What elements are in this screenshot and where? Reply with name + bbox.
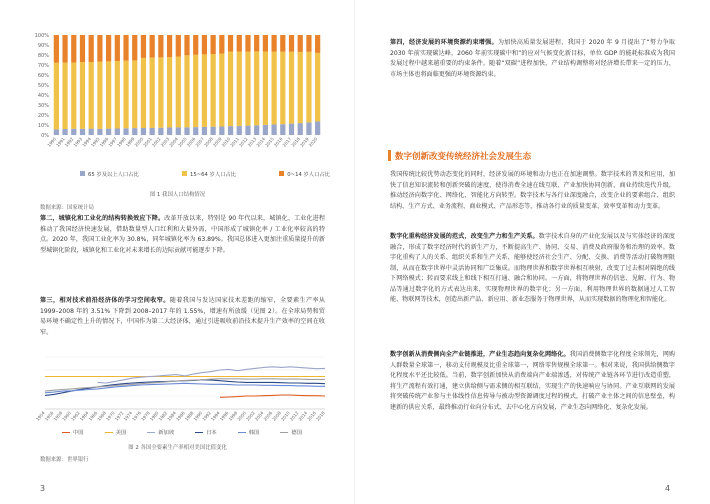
chart1-bar-segment [106,35,111,61]
chart1-bar-segment [62,129,67,135]
chart2-x-tick: 1984 [166,410,178,422]
chart1-legend [80,170,330,178]
chart1-x-tick: 1991 [55,136,66,148]
chart1-bar-segment [315,53,320,122]
chart1-x-tick: 2007 [194,136,206,148]
chart1-bar-segment [97,129,102,135]
chart1-bar-segment [123,61,128,129]
chart1-bar-segment [150,58,155,128]
chart1-bar-segment [193,127,198,135]
chart2-x-tick: 1972 [113,410,125,422]
chart1-bar-segment [245,35,250,52]
chart2-x-tick: 2014 [297,410,309,422]
chart1-bar-segment [89,35,94,62]
chart1-x-tick: 1997 [107,136,119,148]
tfp-ratio-chart [35,355,335,433]
section-heading: 数字创新改变传统经济社会发展生态 [395,152,532,162]
chart1-bar-segment [176,127,181,135]
chart1-x-tick: 2017 [281,136,293,148]
legend-item-15to64: 15~64 岁人口占比 [182,170,236,178]
chart1-caption: 图 1 我国人口结构情况 [149,192,206,198]
chart1-bar-segment [263,52,268,125]
chart1-bar-segment [306,122,311,135]
chart1-y-tick: 0% [41,133,49,139]
chart1-bar-segment [271,125,276,136]
chart1-bar-segment [54,35,59,63]
chart1-bar-segment [228,35,233,52]
chart2-source: 数据来源：世界银行 [40,457,89,463]
chart1-x-tick: 2004 [168,136,180,148]
chart2-x-tick: 1978 [140,410,151,422]
chart1-bar-segment [80,129,85,135]
chart1-bar-segment [306,35,311,52]
chart1-x-tick: 2008 [203,136,214,148]
chart2-x-tick: 1992 [201,410,213,422]
chart2-x-tick: 1988 [183,410,195,422]
chart1-x-tick: 2010 [220,136,232,148]
chart2-x-tick: 1958 [52,410,64,422]
chart1-bar-segment [228,52,233,127]
chart2-x-tick: 2010 [280,410,291,422]
chart1-bar-segment [150,35,155,58]
chart1-bar-segment [115,35,120,61]
left-paragraph-1: 第二，城镇化和工业化的结构转换效应下降。改革开放以来，特别是 90 年代以来，城镇化、工业化进程推动了我国经济快速发展，借助数量型人口红利和大量外需，中国形成了城镇化率 / 工业化率较高的特点。2020 年，我国工业化率为 30.8%，同年城镇化率为 63.89%。我国总体进入更加注重质量提升的新型城镇化阶段，城镇化和工业化对未来增长的边际贡献可能逐步下降。 [40,215,325,254]
chart1-bar-segment [219,54,224,127]
chart1-bar-segment [219,35,224,54]
chart1-x-tick: 2009 [211,136,223,148]
chart1-source: 数据来源：国家统计局 [40,205,94,211]
chart2-x-tick: 1994 [210,410,221,422]
chart2-x-tick: 2008 [271,410,283,422]
chart1-x-tick: 2001 [142,136,153,148]
population-structure-chart [30,30,330,160]
chart1-bar-segment [115,61,120,129]
left-paragraph-2: 第三，相对技术前沿经济体的学习空间收窄。随着我国与发达国家技术差距的缩窄，全要素生产率从 1999–2008 年的 3.51% 下降到 2008–2017 年的 1.55%，增速有所放缓（见图 2）。在全球局势和贸易环境不确定性上升的情况下，中国作为第二大经济体，通过引进吸收前沿技术提升生产效率的空间在收窄。 [40,297,326,336]
chart1-bar-segment [298,35,303,52]
chart1-bar-segment [271,35,276,52]
page-number-left: 3 [40,484,46,493]
chart1-bar-segment [80,35,85,62]
chart1-bar-segment [132,60,137,128]
chart1-bar-segment [54,63,59,130]
right-paragraph-4: 数字创新从消费侧向全产业链推进，产业生态趋向复杂化网络化。我国消费侧数字化程度全球领先，网购人群数量全球第一，移动支付规模及比重全球第一，网络零售规模全球第一。相对来说，我国供给侧数字化程度水平还比较低。当前，数字创新加快从消费端向产业端渗透，对传统产业链各环节进行改造重塑，将生产流程有效打通，建立供给侧与需求侧的相互联结，实现生产的快速响应与协同。产业互联网的发展将突破传统产业参与主体线性信息传导与被动型资源调度过程的模式，打破产业主体之间的信息壁垒，构建新的供应关系，最终推动行业向分布式、去中心化方向发展，产业生态向网络化、复杂化发展。 [390,351,676,411]
chart1-x-tick: 1999 [124,136,136,148]
chart1-bar-segment [315,122,320,136]
chart2-x-tick: 2000 [236,410,248,422]
chart1-bar-segment [298,52,303,123]
chart1-y-tick: 50% [37,83,49,89]
chart1-bar-segment [106,129,111,135]
chart1-bar-segment [289,52,294,124]
chart1-x-tick: 2018 [290,136,301,148]
chart2-x-tick: 1974 [122,410,134,422]
chart1-bar-segment [158,57,163,127]
chart1-y-tick: 30% [37,103,49,109]
legend-item-china: 中国 [62,428,84,436]
chart1-y-tick: 80% [37,53,49,59]
chart1-bar-segment [71,129,76,135]
chart1-x-tick: 2013 [246,136,258,148]
chart1-bar-segment [254,125,259,135]
chart1-y-tick: 60% [37,73,49,79]
chart2-x-tick: 1962 [70,410,81,422]
legend-item-singapore: 新加坡 [147,428,174,436]
chart1-bar-segment [89,129,94,135]
chart1-bar-segment [280,52,285,125]
chart1-bar-segment [184,55,189,127]
chart1-bar-segment [167,57,172,127]
chart2-x-tick: 1966 [87,410,99,422]
chart1-bar-segment [167,35,172,57]
chart1-x-tick: 1998 [116,136,127,148]
chart1-x-tick: 1995 [89,136,101,148]
section-heading-marker [388,150,391,161]
chart1-bar-segment [237,52,242,126]
chart1-bar-segment [228,126,233,135]
chart1-bar-segment [115,129,120,136]
legend-item-korea: 韩国 [238,428,260,436]
chart1-bar-segment [245,126,250,135]
chart2-x-tick: 1968 [96,410,108,422]
chart2-x-tick: 1954 [35,410,46,422]
chart1-bar-segment [80,62,85,129]
chart1-bar-segment [298,123,303,135]
page-number-right: 4 [665,484,671,493]
chart1-y-tick: 70% [37,63,49,69]
chart1-x-tick: 2012 [238,136,249,148]
right-paragraph-1: 第四，经济发展的环境资源约束增强。为加快高质量发展进程，我国于 2020 年 9 月提出了“努力争取 2030 年前实现碳达峰，2060 年前实现碳中和”的应对气候变化新目标，单位 GDP 的能耗标准成为我国发展过程中越来越重要的约束条件。随着“双碳”进程加快，产业结构调整将对经济增长带来一定的压力，市场主体也将面临更强的环境资源约束。 [390,39,675,78]
chart1-bar-segment [123,128,128,135]
chart1-bar-segment [193,35,198,55]
chart1-bar-segment [280,35,285,52]
chart2-x-tick: 2002 [245,410,256,422]
chart1-bar-segment [176,57,181,128]
chart1-x-tick: 2006 [185,136,197,148]
chart1-bar-segment [132,35,137,60]
chart1-bar-segment [211,35,216,54]
chart1-x-tick: 2019 [299,136,310,148]
chart1-y-tick: 40% [37,93,49,99]
chart1-bar-segment [71,35,76,63]
chart1-bar-segment [141,35,146,58]
chart1-x-tick: 1996 [98,136,110,148]
right-paragraph-2: 我国传统比较优势动态变化的同时，经济发展的环境和动力也正在加速调整。数字技术的普及和应用，加快了信息知识流转和创新突破的速度，使得消费全速在线互联、产业加快协同创新、商业持续迭代升级，推动经济向数字化、网络化、智能化方向转型。数字技术与各行业深度融合，改变企业的要素组合、组织结构、生产方式、业务流程、商业模式、产品形态等，推动各行业的质量变革、效率变革和动力变革。 [390,171,675,210]
chart1-x-tick: 2011 [229,136,241,148]
chart1-y-tick: 100% [34,33,49,39]
chart2-x-tick: 1998 [227,410,239,422]
chart1-x-tick: 1990 [46,136,58,148]
chart1-bar-segment [202,54,207,127]
chart1-bar-segment [184,127,189,135]
chart2-x-tick: 2012 [288,410,300,422]
chart1-bar-segment [289,35,294,52]
chart1-bar-segment [184,35,189,55]
chart2-x-tick: 2006 [262,410,274,422]
legend-item-65plus: 65 岁及以上人口占比 [80,170,139,178]
right-paragraph-3: 数字化重构经济发展的范式，改变生产力和生产关系。数字技术自身的产业化发展以及与实体经济的深度融合，形成了数字经济时代的新生产力，不断提高生产、协同、交易、消费及政府服务和治理的效率。数字化重构了人的关系、组织关系和生产关系，能够使经济社会生产、分配、交换、消费等活动打破物理限制，从而在数字世界中灵活协同和广泛集成。而物理世界和数字世界相互映射，改变了过去相对隔绝的线下网络模式；转而要求线上和线下相互打通、融合和协同。一方面，将物理世界的信息、见解、行为、物品等通过数字化的方式表达出来，实现物理世界的数字化；另一方面，利用物理世界的数据通过人工智能、物联网等技术，创造出新产品、新应用、新业态服务于物理世界，从而实现数据的物理化和智能化。 [390,233,675,303]
chart1-bar-segment [97,35,102,62]
chart2-x-tick: 1980 [148,410,160,422]
chart1-bar-segment [176,35,181,57]
chart2-x-tick: 1970 [105,410,116,422]
legend-item-usa: 美国 [105,428,127,436]
chart2-x-tick: 1990 [192,410,204,422]
chart1-bar-segment [150,128,155,135]
chart1-x-tick: 1993 [72,136,84,148]
chart1-bar-segment [62,63,67,129]
chart1-bar-segment [211,54,216,127]
chart1-y-tick: 90% [37,43,49,49]
chart1-x-tick: 1994 [81,136,92,148]
chart1-bar-segment [219,127,224,136]
chart1-bar-segment [71,63,76,129]
chart1-x-tick: 2002 [150,136,162,148]
chart1-bar-segment [54,129,59,135]
chart1-y-tick: 10% [37,123,49,129]
chart1-x-tick: 2015 [264,136,275,148]
chart1-bar-segment [158,128,163,135]
chart1-bar-segment [123,35,128,61]
chart1-bar-segment [245,52,250,126]
chart1-bar-segment [254,51,259,125]
chart2-x-tick: 2018 [315,410,326,422]
chart1-x-tick: 2003 [159,136,171,148]
chart1-bar-segment [89,62,94,129]
chart2-x-tick: 2004 [253,410,265,422]
chart1-x-tick: 2014 [255,136,267,148]
chart1-bar-segment [306,52,311,123]
chart1-bar-segment [289,124,294,135]
chart2-x-tick: 1982 [157,410,169,422]
chart1-bar-segment [193,55,198,127]
chart1-bar-segment [158,35,163,57]
chart1-bar-segment [237,35,242,52]
chart1-bar-segment [254,35,259,51]
chart2-x-tick: 1996 [218,410,230,422]
chart1-bar-segment [263,35,268,52]
chart1-bar-segment [167,128,172,136]
chart2-x-tick: 1976 [131,410,143,422]
chart1-bar-segment [202,35,207,54]
chart1-x-tick: 2005 [177,136,188,148]
legend-item-0to14: 0~14 岁人口占比 [279,170,330,178]
chart1-bar-segment [141,128,146,135]
chart1-bar-segment [263,125,268,135]
chart1-bar-segment [315,35,320,53]
chart2-x-tick: 1964 [78,410,90,422]
chart1-bar-segment [62,35,67,63]
chart2-x-tick: 1960 [61,410,73,422]
chart2-legend [62,428,302,436]
chart1-bar-segment [97,62,102,129]
chart1-x-tick: 1992 [63,136,75,148]
chart1-bar-segment [132,128,137,135]
chart1-bar-segment [237,126,242,135]
chart1-x-tick: 2016 [272,136,284,148]
chart1-bar-segment [280,124,285,135]
chart2-caption: 图 2 各国全要素生产率相对美国比值变化 [128,445,227,451]
legend-item-germany: 德国 [280,428,302,436]
chart1-bar-segment [202,127,207,135]
chart1-bar-segment [106,61,111,128]
chart1-bar-segment [141,58,146,128]
chart2-x-tick: 2016 [306,410,318,422]
chart1-bar-segment [271,52,276,125]
legend-item-japan: 日本 [195,428,217,436]
chart2-x-tick: 1956 [43,410,55,422]
chart1-bar-segment [211,127,216,135]
chart2-x-tick: 1986 [175,410,186,422]
chart1-y-tick: 20% [37,113,49,119]
chart1-x-tick: 2000 [133,136,145,148]
chart1-x-tick: 2020 [307,136,319,148]
